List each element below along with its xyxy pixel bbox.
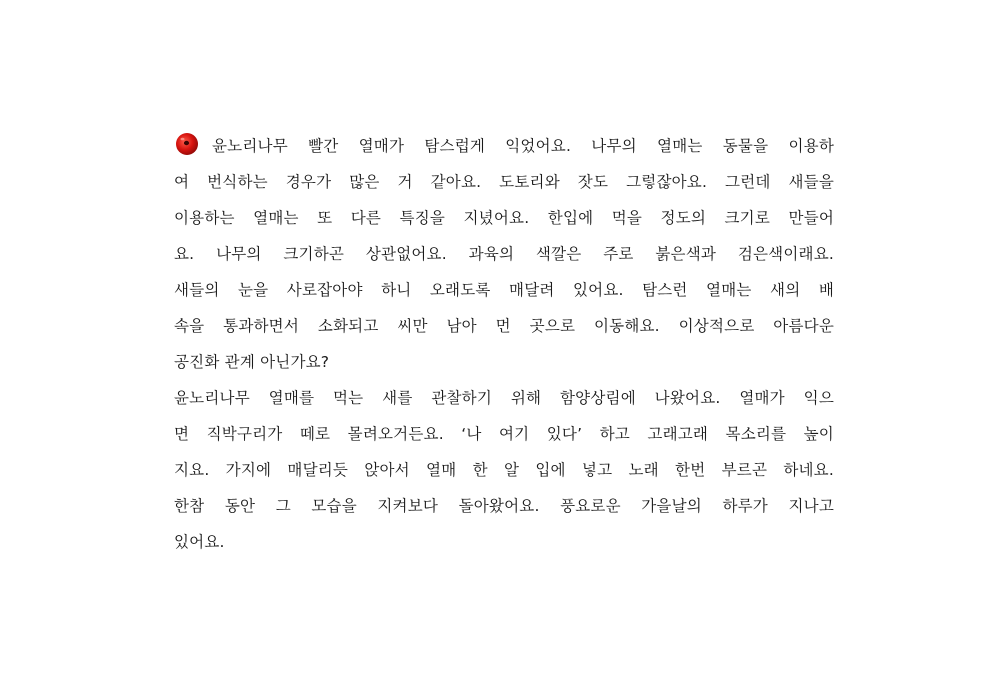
text-line: 새들의 눈을 사로잡아야 하니 오래도록 매달려 있어요. 탐스런 열매는 새의 배 bbox=[174, 281, 834, 299]
text-line: 윤노리나무 열매를 먹는 새를 관찰하기 위해 함양상림에 나왔어요. 열매가 익으 bbox=[174, 389, 834, 407]
text-line: 있어요. bbox=[174, 533, 225, 551]
paragraph-1 bbox=[174, 128, 834, 380]
text-line: 속을 통과하면서 소화되고 씨만 남아 먼 곳으로 이동해요. 이상적으로 아름다운 bbox=[174, 317, 834, 335]
paragraph-2 bbox=[174, 380, 834, 560]
text-line: 면 직박구리가 떼로 몰려오거든요. ‘나 여기 있다’ 하고 고래고래 목소리를 높이 bbox=[174, 425, 834, 443]
article-body bbox=[174, 128, 834, 560]
text-line: 요. 나무의 크기하곤 상관없어요. 과육의 색깔은 주로 붉은색과 검은색이래요. bbox=[174, 245, 834, 263]
red-berry-icon bbox=[174, 131, 200, 157]
text-line: 공진화 관계 아닌가요? bbox=[174, 353, 330, 371]
text-line: 윤노리나무 빨간 열매가 탐스럽게 익었어요. 나무의 열매는 동물을 이용하 bbox=[212, 137, 834, 155]
text-line: 지요. 가지에 매달리듯 앉아서 열매 한 알 입에 넣고 노래 한번 부르곤 하네요. bbox=[174, 461, 834, 479]
text-line: 이용하는 열매는 또 다른 특징을 지녔어요. 한입에 먹을 정도의 크기로 만들어 bbox=[174, 209, 834, 227]
text-line: 여 번식하는 경우가 많은 거 같아요. 도토리와 잣도 그렇잖아요. 그런데 새들을 bbox=[174, 173, 834, 191]
text-line: 한참 동안 그 모습을 지켜보다 돌아왔어요. 풍요로운 가을날의 하루가 지나고 bbox=[174, 497, 834, 515]
